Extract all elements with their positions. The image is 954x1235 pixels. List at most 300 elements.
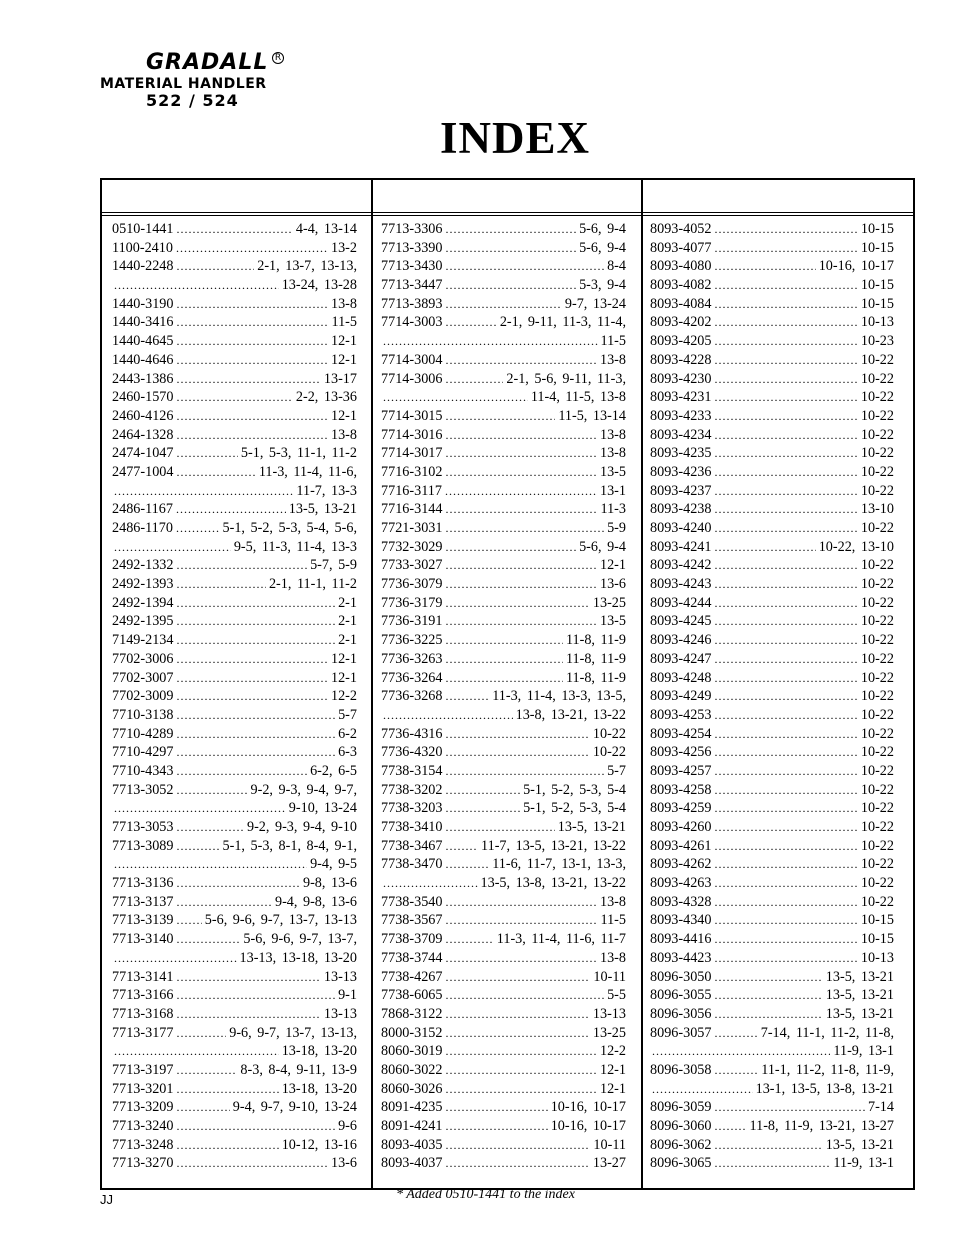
dot-leader [176,986,335,1005]
part-number: 8093-4249 [650,688,712,705]
dot-leader [176,837,219,856]
page-references: 2-2, 13-36 [295,389,357,406]
index-entry [112,631,357,650]
index-entry [112,893,357,912]
dot-leader [714,930,857,949]
dot-leader [714,893,857,912]
part-number: 8093-4262 [650,856,712,873]
index-entry [650,1042,894,1061]
index-entry [112,762,357,781]
index-entry [381,968,626,987]
dot-leader [714,295,857,314]
dot-leader [445,631,562,650]
part-number: 8093-4243 [650,576,712,593]
index-entry [112,500,357,519]
part-number: 8093-4236 [650,463,712,480]
dot-leader [176,725,335,744]
index-entry [650,762,894,781]
page-references: 6-2 [338,725,357,742]
index-entry [112,818,357,837]
page-references: 10-22 [860,463,894,480]
dot-leader [176,407,328,426]
index-entry [650,1024,894,1043]
page-references: 5-6, 9-4 [579,221,626,237]
index-entry [650,911,894,930]
index-entry [650,781,894,800]
page-references: 11-8, 11-9, 13-21, 13-27 [749,1118,894,1134]
part-number: 7702-3009 [112,688,174,705]
index-entry [112,1154,357,1173]
index-entry [112,538,357,557]
dot-leader [176,388,292,407]
index-entry [381,426,626,445]
part-number: 7713-3136 [112,875,174,892]
index-entry [381,332,626,351]
part-number: 8093-4241 [650,538,712,555]
dot-leader [176,762,307,781]
page-references: 8-4 [607,258,626,275]
page-references: 11-5 [600,333,626,350]
index-entry [381,669,626,688]
part-number: 2460-4126 [112,407,174,424]
part-number: 8091-4235 [381,1099,443,1116]
dot-leader [176,612,335,631]
part-number: 7738-3202 [381,781,443,798]
index-entry [381,893,626,912]
index-entry [112,407,357,426]
dot-leader [176,500,286,519]
index-entry [112,313,357,332]
part-number: 7716-3144 [381,501,443,518]
index-entry [381,1117,626,1136]
dot-leader [714,669,857,688]
part-number: 7738-3154 [381,762,443,779]
index-entry [381,1154,626,1173]
part-number: 8091-4241 [381,1118,443,1134]
dot-leader [714,725,857,744]
page-references: 10-22 [860,351,894,368]
index-column-2 [381,220,626,1173]
page-references: 10-16, 10-17 [818,258,894,275]
part-number: 8093-4244 [650,594,712,611]
part-number: 7733-3027 [381,557,443,574]
dot-leader [176,1117,335,1136]
part-number: 7738-3540 [381,893,443,910]
page-references: 10-22 [860,407,894,424]
dot-leader [445,687,489,706]
dot-leader [714,239,857,258]
page-references: 10-22 [860,632,894,649]
part-number: 8093-4205 [650,333,712,350]
part-number: 8093-4230 [650,370,712,387]
index-entry [650,1005,894,1024]
page-references: 11-3, 11-4, 11-6, 11-7 [496,931,626,948]
index-entry [381,575,626,594]
index-entry [650,837,894,856]
page-references: 13-8 [599,893,626,910]
page-references: 10-15 [860,912,894,929]
index-entry [381,500,626,519]
page-references: 9-4, 9-8, 13-6 [274,893,357,910]
dot-leader [714,818,857,837]
index-entry [650,500,894,519]
page-references: 12-1 [599,1061,626,1078]
page-references: 8-3, 8-4, 9-11, 13-9 [240,1061,357,1078]
dot-leader [176,351,328,370]
dot-leader [176,1061,237,1080]
dot-leader [714,426,857,445]
index-entry [112,388,357,407]
page-references: 10-22 [860,893,894,910]
index-entry [650,743,894,762]
page-references: 5-3, 9-4 [579,277,626,294]
part-number: 2464-1328 [112,426,174,443]
dot-leader [445,855,489,874]
page-references: 9-5, 11-3, 11-4, 13-3 [233,538,357,555]
dot-leader [176,669,328,688]
dot-leader [176,781,247,800]
page-references: 6-3 [338,744,357,761]
index-entry [381,687,626,706]
logo-brand: GRADALL [146,50,269,75]
index-entry [650,594,894,613]
part-number: 7736-3268 [381,688,443,705]
page-references: 11-5, 13-14 [558,407,626,424]
index-entry [650,313,894,332]
page-references: 11-3 [600,501,626,518]
part-number: 7714-3004 [381,351,443,368]
dot-leader [176,1005,320,1024]
page-references: 13-8 [599,351,626,368]
dot-leader [445,818,554,837]
index-entry [381,818,626,837]
index-entry [381,986,626,1005]
part-number: 7713-3447 [381,277,443,294]
page-references: 13-8 [599,949,626,966]
dot-leader [176,930,240,949]
index-entry [650,612,894,631]
dot-leader [445,370,503,389]
dot-leader [383,706,513,725]
header-divider [102,212,913,213]
index-entry [650,1154,894,1173]
dot-leader [176,631,335,650]
index-entry [381,1061,626,1080]
index-entry [112,612,357,631]
dot-leader [445,426,597,445]
index-entry [650,220,894,239]
part-number: 1440-4646 [112,351,174,368]
part-number: 7736-3179 [381,594,443,611]
dot-leader [445,1061,597,1080]
index-entry [112,1024,357,1043]
dot-leader [714,1154,830,1173]
registered-mark: R [272,52,284,64]
page-references: 12-1 [599,1080,626,1097]
page-references: 2-1, 9-11, 11-3, 11-4, [499,314,626,331]
index-entry [112,911,357,930]
index-entry [381,949,626,968]
index-entry [650,332,894,351]
page-references: 13-8, 13-21, 13-22 [515,706,626,723]
page-references: 13-6 [330,1155,357,1172]
page-references: 13-5, 13-21 [557,819,626,835]
index-entry [112,1042,357,1061]
index-entry [650,239,894,258]
dot-leader [445,799,520,818]
index-entry [112,986,357,1005]
index-entry [112,370,357,389]
part-number: 8093-4256 [650,744,712,761]
index-entry [381,930,626,949]
page-references: 11-7, 13-3 [296,482,357,499]
page-references: 13-1, 13-5, 13-8, 13-21 [755,1080,894,1097]
page-references: 4-4, 13-14 [295,221,357,237]
part-number: 7736-4316 [381,725,443,742]
part-number: 8093-4037 [381,1155,443,1172]
dot-leader [714,706,857,725]
part-number: 7738-3567 [381,912,443,929]
index-entry [112,781,357,800]
dot-leader [714,1061,758,1080]
dot-leader [445,930,493,949]
part-number: 7713-3240 [112,1118,174,1134]
dot-leader [714,911,857,930]
dot-leader [176,426,328,445]
index-entry [381,1005,626,1024]
part-number: 7738-3709 [381,931,443,948]
part-number: 7713-3248 [112,1136,174,1153]
logo-model: 522 / 524 [146,91,239,110]
index-entry [381,370,626,389]
page-references: 10-11 [593,968,626,985]
index-entry [381,239,626,258]
index-entry [112,1005,357,1024]
part-number: 2474-1047 [112,445,174,462]
index-entry [381,482,626,501]
part-number: 7713-3137 [112,893,174,910]
part-number: 8093-4202 [650,314,712,331]
index-entry [650,257,894,276]
page-references: 9-7, 13-24 [564,295,626,312]
dot-leader [445,276,576,295]
dot-leader [714,687,857,706]
index-entry [650,799,894,818]
part-number: 2486-1170 [112,520,173,536]
page-references: 11-9, 13-1 [833,1155,894,1172]
part-number: 7713-3893 [381,295,443,312]
part-number: 8060-3026 [381,1080,443,1097]
index-entry [650,1061,894,1080]
part-number: 8060-3019 [381,1043,443,1060]
index-entry [650,968,894,987]
index-entry [112,519,357,538]
index-entry [381,556,626,575]
page-references: 2-1, 11-1, 11-2 [268,576,357,593]
part-number: 2443-1386 [112,370,174,387]
footer-note: * Added 0510-1441 to the index [396,1187,575,1202]
part-number: 8096-3060 [650,1118,712,1134]
dot-leader [445,1024,589,1043]
dot-leader [176,239,328,258]
index-entry [112,725,357,744]
dot-leader [445,949,597,968]
index-entry [112,799,357,818]
part-number: 8096-3057 [650,1024,712,1041]
index-entry [650,519,894,538]
part-number: 8093-4260 [650,819,712,835]
dot-leader [176,911,201,930]
index-entry [650,949,894,968]
page-references: 2-1 [338,594,357,611]
page-references: 10-22 [860,594,894,611]
part-number: 7714-3006 [381,370,443,387]
index-entry [112,1117,357,1136]
index-entry [381,743,626,762]
page-references: 9-10, 13-24 [288,800,357,817]
part-number: 8093-4233 [650,407,712,424]
dot-leader [176,313,328,332]
dot-leader [445,612,597,631]
index-entry [650,388,894,407]
part-number: 8093-4253 [650,706,712,723]
dot-leader [445,669,562,688]
part-number: 8093-4238 [650,501,712,518]
part-number: 2477-1004 [112,463,174,480]
dot-leader [176,295,328,314]
page-references: 10-12, 13-16 [281,1136,357,1153]
page-references: 10-13 [860,949,894,966]
dot-leader [445,482,597,501]
part-number: 8093-4245 [650,613,712,630]
page-references: 10-11 [593,1136,626,1153]
index-entry [650,538,894,557]
dot-leader [445,556,597,575]
part-number: 0510-1441 [112,221,174,237]
index-column-3 [650,220,894,1173]
index-entry [112,855,357,874]
part-number: 8093-4080 [650,258,712,275]
page-references: 7-14 [867,1099,894,1116]
part-number: 7713-3166 [112,987,174,1004]
dot-leader [445,837,478,856]
part-number: 1440-3416 [112,314,174,331]
page-references: 11-6, 11-7, 13-1, 13-3, [492,856,626,873]
index-entry [650,725,894,744]
part-number: 7738-3744 [381,949,443,966]
part-number: 8093-4257 [650,762,712,779]
page-references: 13-5, 13-8, 13-21, 13-22 [480,875,626,892]
part-number: 7713-3168 [112,1005,174,1022]
part-number: 8093-4259 [650,800,712,817]
part-number: 8093-4077 [650,239,712,256]
page-references: 11-1, 11-2, 11-8, 11-9, [761,1061,894,1078]
part-number: 8093-4340 [650,912,712,929]
index-entry [381,855,626,874]
page-references: 10-22 [860,669,894,686]
page-references: 13-13, 13-18, 13-20 [239,949,357,966]
page-references: 13-24, 13-28 [281,277,357,294]
dot-leader [714,388,857,407]
page-references: 10-22 [592,744,626,761]
index-entry [381,463,626,482]
page-references: 13-5, 13-21 [825,1005,894,1022]
index-entry [112,351,357,370]
dot-leader [714,1024,757,1043]
page-title: INDEX [439,113,591,163]
part-number: 7713-3052 [112,781,174,798]
dot-leader [714,220,857,239]
page-references: 5-5 [607,987,626,1004]
index-entry [381,612,626,631]
page-references: 10-22 [860,800,894,817]
page-references: 10-22 [860,650,894,667]
part-number: 8096-3059 [650,1099,712,1116]
index-entry [381,538,626,557]
page-references: 12-1 [330,650,357,667]
part-number: 8060-3022 [381,1061,443,1078]
index-entry [112,257,357,276]
index-entry [381,911,626,930]
page-references: 10-15 [860,277,894,294]
page-references: 13-5, 13-21 [825,1136,894,1153]
dot-leader [176,556,307,575]
index-entry [112,594,357,613]
dot-leader [714,519,857,538]
dot-leader [176,444,237,463]
part-number: 8096-3065 [650,1155,712,1172]
page-references: 10-15 [860,239,894,256]
dot-leader [445,500,597,519]
page-references: 10-22 [860,744,894,761]
part-number: 2486-1167 [112,501,173,518]
page-references: 10-23 [860,333,894,350]
index-entry [381,725,626,744]
index-entry [112,463,357,482]
dot-leader [114,949,237,968]
index-entry [112,669,357,688]
page-references: 10-22 [860,389,894,406]
index-entry [112,556,357,575]
page-references: 13-2 [330,239,357,256]
dot-leader [445,911,597,930]
dot-leader [714,1117,746,1136]
dot-leader [714,482,857,501]
page-references: 12-1 [330,333,357,350]
index-entry [381,762,626,781]
dot-leader [114,855,307,874]
page-references: 7-14, 11-1, 11-2, 11-8, [760,1024,894,1041]
part-number: 7868-3122 [381,1005,443,1022]
index-column-1 [112,220,357,1173]
page-references: 11-5 [331,314,357,331]
dot-leader [714,837,857,856]
page-references: 10-22 [860,819,894,835]
index-entry [112,1098,357,1117]
part-number: 8096-3056 [650,1005,712,1022]
dot-leader [383,874,478,893]
dot-leader [114,799,286,818]
part-number: 7713-3197 [112,1061,174,1078]
index-entry [112,743,357,762]
index-entry [650,370,894,389]
dot-leader [176,650,328,669]
dot-leader [445,313,496,332]
index-entry [650,575,894,594]
dot-leader [445,220,576,239]
dot-leader [445,519,604,538]
column-divider-2 [641,180,643,1188]
